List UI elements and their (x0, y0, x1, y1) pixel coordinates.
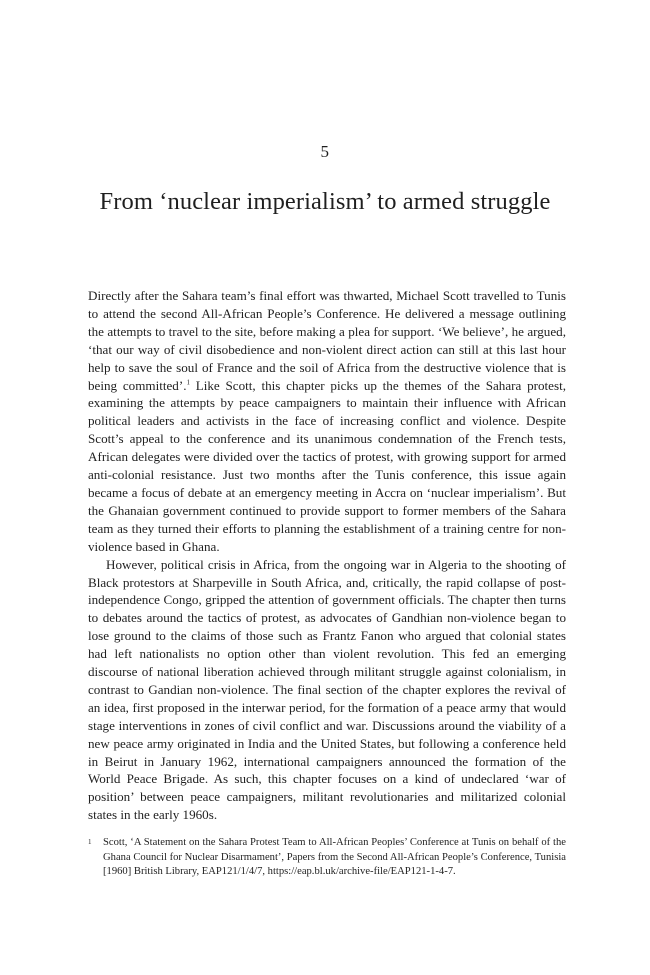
chapter-title: From ‘nuclear imperialism’ to armed struggle (99, 188, 551, 215)
footnote-1 (88, 836, 566, 880)
footnotes (88, 836, 566, 880)
paragraph-1-text: Directly after the Sahara team’s final effort was thwarted, Michael Scott travelled to Tunis to attend the second All-African People’s Conference. He delivered a message outlining the attempts to travel to the site, before making a plea for support. ‘We believe’, he argued, ‘that our way of civil disobedience and non-violent direct action can still at this last hour help to save the soul of France and the soil of Africa from the destructive violence that is being committed’. (88, 288, 566, 393)
paragraph-1-continued: Like Scott, this chapter picks up the themes of the Sahara protest, examining the attempts by peace campaigners to maintain their influence with African political leaders and activists in the face of increasing conflict and violence. Despite Scott’s appeal to the conference and its unanimous condemnation of the French tests, African delegates were divided over the tactics of protest, with growing support for armed anti-colonial resistance. Just two months after the Tunis conference, this issue again became a focus of debate at an emergency meeting in Accra on ‘nuclear imperialism’. But the Ghanaian government continued to provide support to former members of the Sahara team as they turned their efforts to planning the establishment of a training centre for non-violence based in Ghana. (88, 377, 566, 554)
footnote-text: Scott, ‘A Statement on the Sahara Protest Team to All-African Peoples’ Conference at Tunis on behalf of the Ghana Council for Nuclear Disarmament’, Papers from the Second All-African People’s Conference, Tunisia [1960] British Library, EAP121/1/4/7, https://eap.bl.uk/archive-file/EAP121-1-4-7. (103, 837, 566, 878)
chapter-body (88, 287, 566, 824)
paragraph-2: However, political crisis in Africa, from the ongoing war in Algeria to the shooting of Black protestors at Sharpeville in South Africa, and, critically, the rapid collapse of post-independence Congo, gripped the attention of government officials. The chapter then turns to debates around the tactics of protest, as advocates of Gandhian non-violence began to lose ground to the claims of those such as Frantz Fanon who argued that colonial states had left nationalists no option other than violent revolution. This fed an emerging discourse of national liberation achieved through militant struggle against colonialism, in contrast to Gandian non-violence. The final section of the chapter explores the revival of an idea, first proposed in the interwar period, for the formation of a peace army that would stage interventions in zones of civil conflict and war. Discussions around the viability of a new peace army originated in India and the United States, but following a conference held in Beirut in January 1962, international campaigners announced the formation of the World Peace Brigade. As such, this chapter focuses on a kind of undeclared ‘war of position’ between peace campaigners, militant revolutionaries and militarized colonial states in the early 1960s. (88, 556, 566, 823)
chapter-number: 5 (320, 142, 330, 161)
footnote-marker: 1 (88, 838, 92, 846)
paragraph-1 (88, 287, 566, 556)
footnote-reference-1[interactable]: 1 (186, 378, 190, 387)
